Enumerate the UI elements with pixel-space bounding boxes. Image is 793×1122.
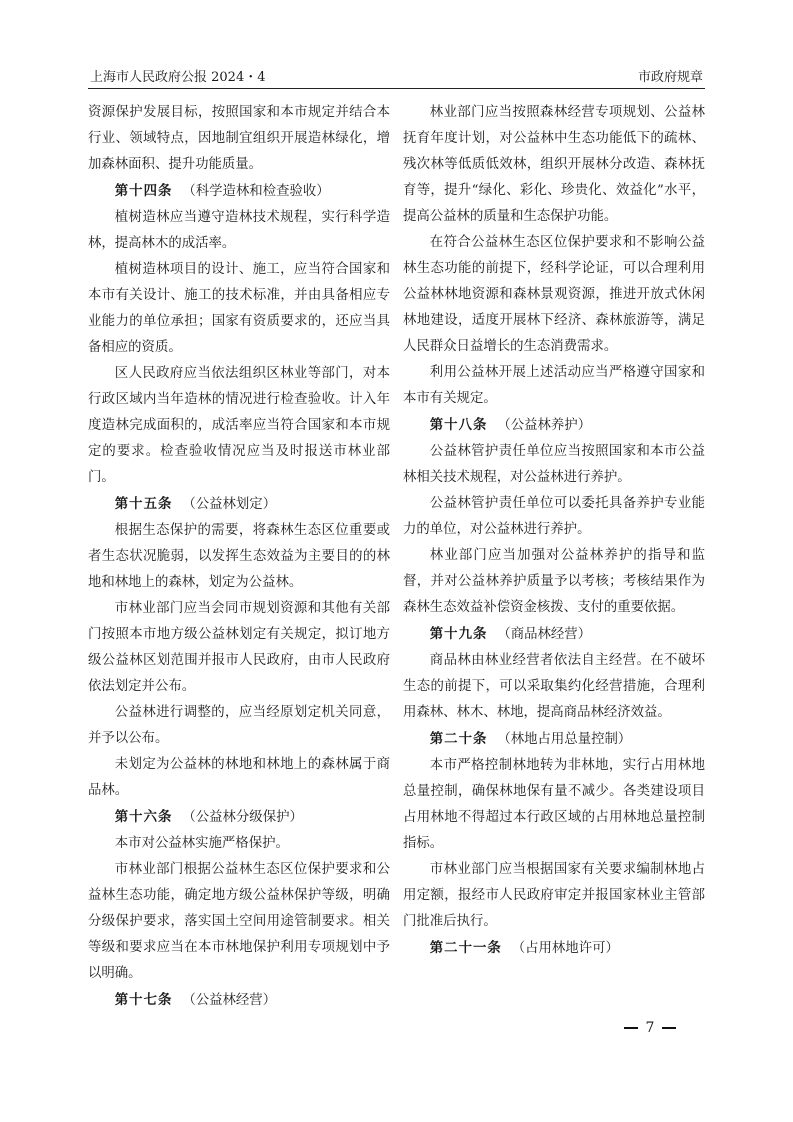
paragraph: 市林业部门应当根据国家有关要求编制林地占用定额，报经市人民政府审定并报国家林业主管部门批准后执行。 bbox=[403, 862, 705, 929]
paragraph: 区人民政府应当依法组织区林业等部门，对本行政区域内当年造林的情况进行检查验收。计入年度造林完成面积的，成活率应当符合国家和本市规定的要求。检查验收情况应当及时报送市林业部门。 bbox=[88, 366, 390, 485]
paragraph: 本市严格控制林地转为非林地，实行占用林地总量控制，确保林地保有量不减少。各类建设项目占用林地不得超过本行政区域的占用林地总量控制指标。 bbox=[403, 758, 705, 851]
article-title: （商品林经营） bbox=[497, 627, 592, 642]
article-title: （公益林分级保护） bbox=[182, 810, 303, 825]
paragraph: 资源保护发展目标，按照国家和本市规定并结合本行业、领域特点，因地制宜组织开展造林绿化，增加森林面积、提升功能质量。 bbox=[88, 105, 390, 172]
paragraph: 商品林由林业经营者依法自主经营。在不破坏生态的前提下，可以采取集约化经营措施，合理利用森林、林木、林地，提高商品林经济效益。 bbox=[403, 653, 705, 720]
paragraph: 本市对公益林实施严格保护。 bbox=[114, 836, 289, 851]
dash-right bbox=[662, 1027, 676, 1029]
article-heading bbox=[403, 412, 705, 439]
article-heading bbox=[403, 935, 705, 962]
article-number: 第十七条 bbox=[114, 992, 173, 1008]
paragraph: 市林业部门根据公益林生态区位保护要求和公益林生态功能，确定地方级公益林保护等级，明确分级保护要求，落实国土空间用途管制要求。相关等级和要求应当在本市林地保护利用专项规划中予以明确。 bbox=[88, 862, 390, 981]
article-number: 第十六条 bbox=[114, 809, 173, 825]
paragraph: 在符合公益林生态区位保护要求和不影响公益林生态功能的前提下，经科学论证，可以合理利用公益林林地资源和森林景观资源，推进开放式休闲林地建设，适度开展林下经济、森林旅游等，满足人民群众日益增长的生态消费需求。 bbox=[403, 235, 705, 354]
paragraph: 林业部门应当按照森林经营专项规划、公益林抚育年度计划，对公益林中生态功能低下的疏林、残次林等低质低效林，组织开展林分改造、森林抚育等，提升“绿化、彩化、珍贵化、效益化”水平，提高公益林的质量和生态保护功能。 bbox=[403, 105, 705, 224]
paragraph: 林业部门应当加强对公益林养护的指导和监督，并对公益林养护质量予以考核；考核结果作为森林生态效益补偿资金核拨、支付的重要依据。 bbox=[403, 548, 705, 615]
article-title: （占用林地许可） bbox=[511, 941, 619, 956]
paragraph: 公益林管护责任单位应当按照国家和本市公益林相关技术规程，对公益林进行养护。 bbox=[403, 444, 705, 485]
article-number: 第十九条 bbox=[429, 626, 488, 642]
article-number: 第二十一条 bbox=[429, 940, 502, 956]
paragraph: 根据生态保护的需要，将森林生态区位重要或者生态状况脆弱，以发挥生态效益为主要目的的林地和林地上的森林，划定为公益林。 bbox=[88, 523, 390, 590]
dash-left bbox=[624, 1027, 638, 1029]
article-number: 第十四条 bbox=[114, 183, 173, 199]
page-footer bbox=[590, 1020, 710, 1036]
article-title: （公益林养护） bbox=[497, 418, 592, 433]
article-heading bbox=[88, 987, 390, 1014]
page-header bbox=[88, 66, 705, 89]
article-number: 第二十条 bbox=[429, 731, 488, 747]
paragraph: 市林业部门应当会同市规划资源和其他有关部门按照本市地方级公益林划定有关规定，拟订地方级公益林区划范围并报市人民政府，由市人民政府依法划定并公布。 bbox=[88, 601, 390, 694]
paragraph: 植树造林项目的设计、施工，应当符合国家和本市有关设计、施工的技术标准，并由具备相应专业能力的单位承担；国家有资质要求的，还应当具备相应的资质。 bbox=[88, 262, 390, 355]
article-title: （公益林经营） bbox=[182, 993, 277, 1008]
article-heading bbox=[88, 804, 390, 831]
article-title: （林地占用总量控制） bbox=[497, 732, 632, 747]
article-number: 第十五条 bbox=[114, 496, 173, 512]
left-column bbox=[88, 100, 390, 1014]
article-heading bbox=[403, 621, 705, 648]
paragraph: 未划定为公益林的林地和林地上的森林属于商品林。 bbox=[88, 757, 390, 798]
article-title: （科学造林和检查验收） bbox=[182, 184, 330, 199]
paragraph: 公益林管护责任单位可以委托具备养护专业能力的单位，对公益林进行养护。 bbox=[403, 496, 705, 537]
paragraph: 公益林进行调整的，应当经原划定机关同意，并予以公布。 bbox=[88, 705, 390, 746]
article-number: 第十八条 bbox=[429, 417, 488, 433]
article-heading bbox=[403, 726, 705, 753]
publication-title: 上海市人民政府公报 2024・4 bbox=[90, 70, 266, 85]
section-title: 市政府规章 bbox=[637, 70, 703, 85]
article-title: （公益林划定） bbox=[182, 497, 277, 512]
article-heading bbox=[88, 178, 390, 205]
paragraph: 利用公益林开展上述活动应当严格遵守国家和本市有关规定。 bbox=[403, 365, 705, 406]
paragraph: 植树造林应当遵守造林技术规程，实行科学造林，提高林木的成活率。 bbox=[88, 210, 390, 251]
right-column bbox=[403, 100, 705, 962]
page-number: 7 bbox=[645, 1020, 655, 1036]
article-heading bbox=[88, 491, 390, 518]
